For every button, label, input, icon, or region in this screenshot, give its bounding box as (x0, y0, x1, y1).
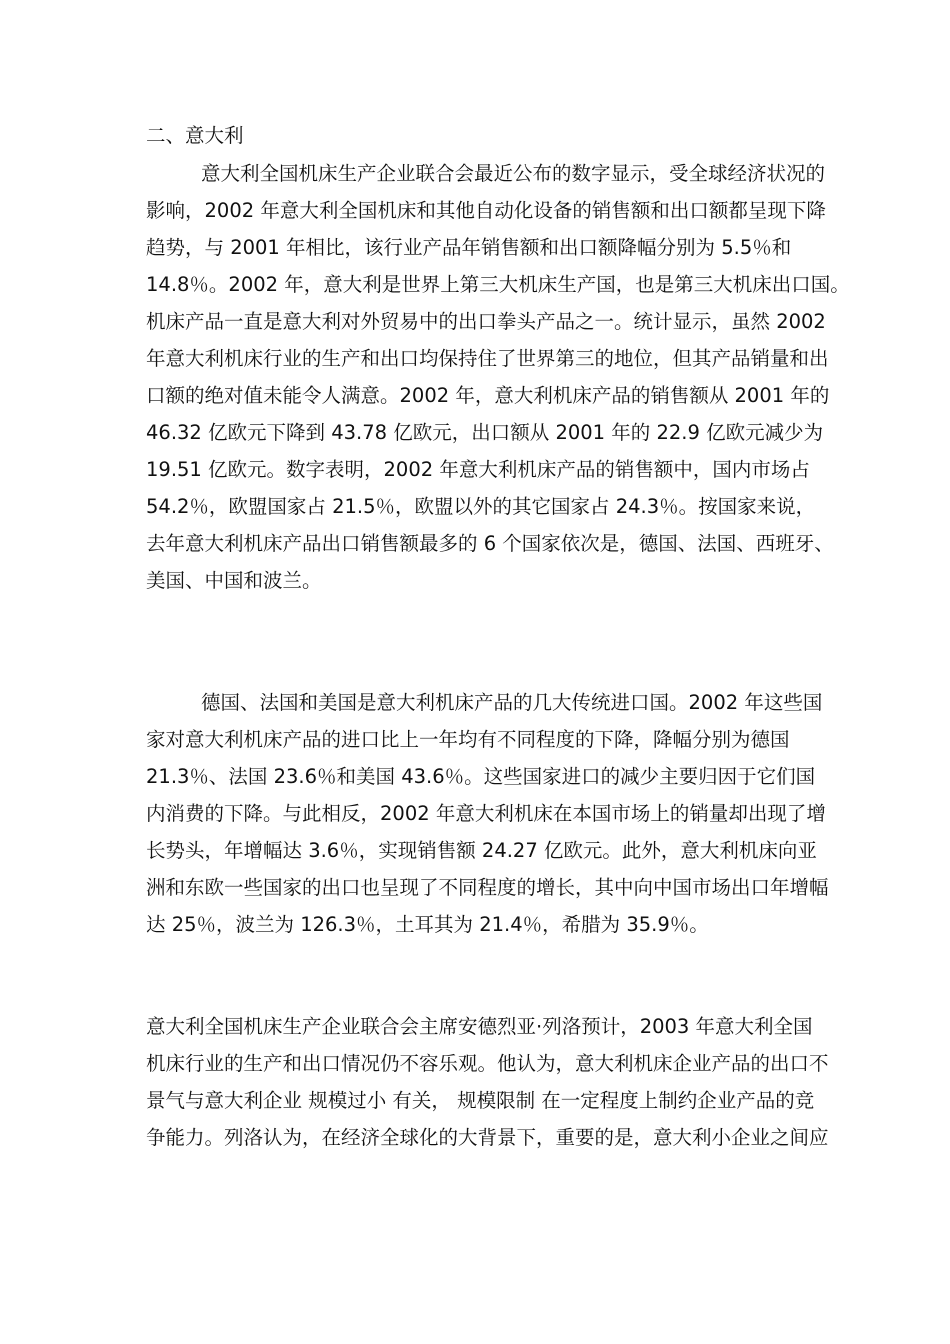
paragraph-line: 意大利全国机床生产企业联合会主席安德烈亚·列洛预计，2003 年意大利全国 (146, 1015, 813, 1038)
paragraph-line: 意大利全国机床生产企业联合会最近公布的数字显示，受全球经济状况的 (201, 162, 826, 185)
paragraph-line: 14.8％。2002 年，意大利是世界上第三大机床生产国，也是第三大机床出口国。 (146, 273, 850, 296)
paragraph-line: 19.51 亿欧元。数字表明，2002 年意大利机床产品的销售额中，国内市场占 (146, 458, 810, 481)
paragraph-outlook-2003 (146, 1008, 829, 1156)
paragraph-line: 长势头，年增幅达 3.6％，实现销售额 24.27 亿欧元。此外，意大利机床向亚 (146, 839, 817, 862)
paragraph-line: 美国、中国和波兰。 (146, 569, 322, 592)
paragraph-line: 趋势，与 2001 年相比，该行业产品年销售额和出口额降幅分别为 5.5％和 (146, 236, 792, 259)
paragraph-line: 达 25％，波兰为 126.3％，土耳其为 21.4％，希腊为 35.9％。 (146, 913, 709, 936)
paragraph-sales-export-decline (146, 155, 850, 599)
paragraph-line: 54.2％，欧盟国家占 21.5％，欧盟以外的其它国家占 24.3％。按国家来说， (146, 495, 816, 518)
paragraph-import-countries (146, 684, 829, 943)
paragraph-line: 争能力。列洛认为，在经济全球化的大背景下，重要的是，意大利小企业之间应 (146, 1126, 829, 1149)
paragraph-line: 家对意大利机床产品的进口比上一年均有不同程度的下降，降幅分别为德国 (146, 728, 790, 751)
section-heading: 二、意大利 (146, 124, 244, 147)
paragraph-line: 年意大利机床行业的生产和出口均保持住了世界第三的地位，但其产品销量和出 (146, 347, 829, 370)
paragraph-line: 景气与意大利企业 规模过小 有关， 规模限制 在一定程度上制约企业产品的竞 (146, 1089, 815, 1112)
paragraph-line: 机床产品一直是意大利对外贸易中的出口拳头产品之一。统计显示，虽然 2002 (146, 310, 826, 333)
paragraph-line: 德国、法国和美国是意大利机床产品的几大传统进口国。2002 年这些国 (201, 691, 823, 714)
paragraph-line: 内消费的下降。与此相反，2002 年意大利机床在本国市场上的销量却出现了增 (146, 802, 826, 825)
paragraph-line: 机床行业的生产和出口情况仍不容乐观。他认为，意大利机床企业产品的出口不 (146, 1052, 829, 1075)
paragraph-line: 46.32 亿欧元下降到 43.78 亿欧元，出口额从 2001 年的 22.9 亿欧元减少为 (146, 421, 824, 444)
paragraph-line: 口额的绝对值未能令人满意。2002 年，意大利机床产品的销售额从 2001 年的 (146, 384, 830, 407)
paragraph-line: 洲和东欧一些国家的出口也呈现了不同程度的增长，其中向中国市场出口年增幅 (146, 876, 829, 899)
paragraph-line: 21.3％、法国 23.6％和美国 43.6％。这些国家进口的减少主要归因于它们国 (146, 765, 816, 788)
paragraph-line: 去年意大利机床产品出口销售额最多的 6 个国家依次是，德国、法国、西班牙、 (146, 532, 834, 555)
paragraph-line: 影响，2002 年意大利全国机床和其他自动化设备的销售额和出口额都呈现下降 (146, 199, 826, 222)
